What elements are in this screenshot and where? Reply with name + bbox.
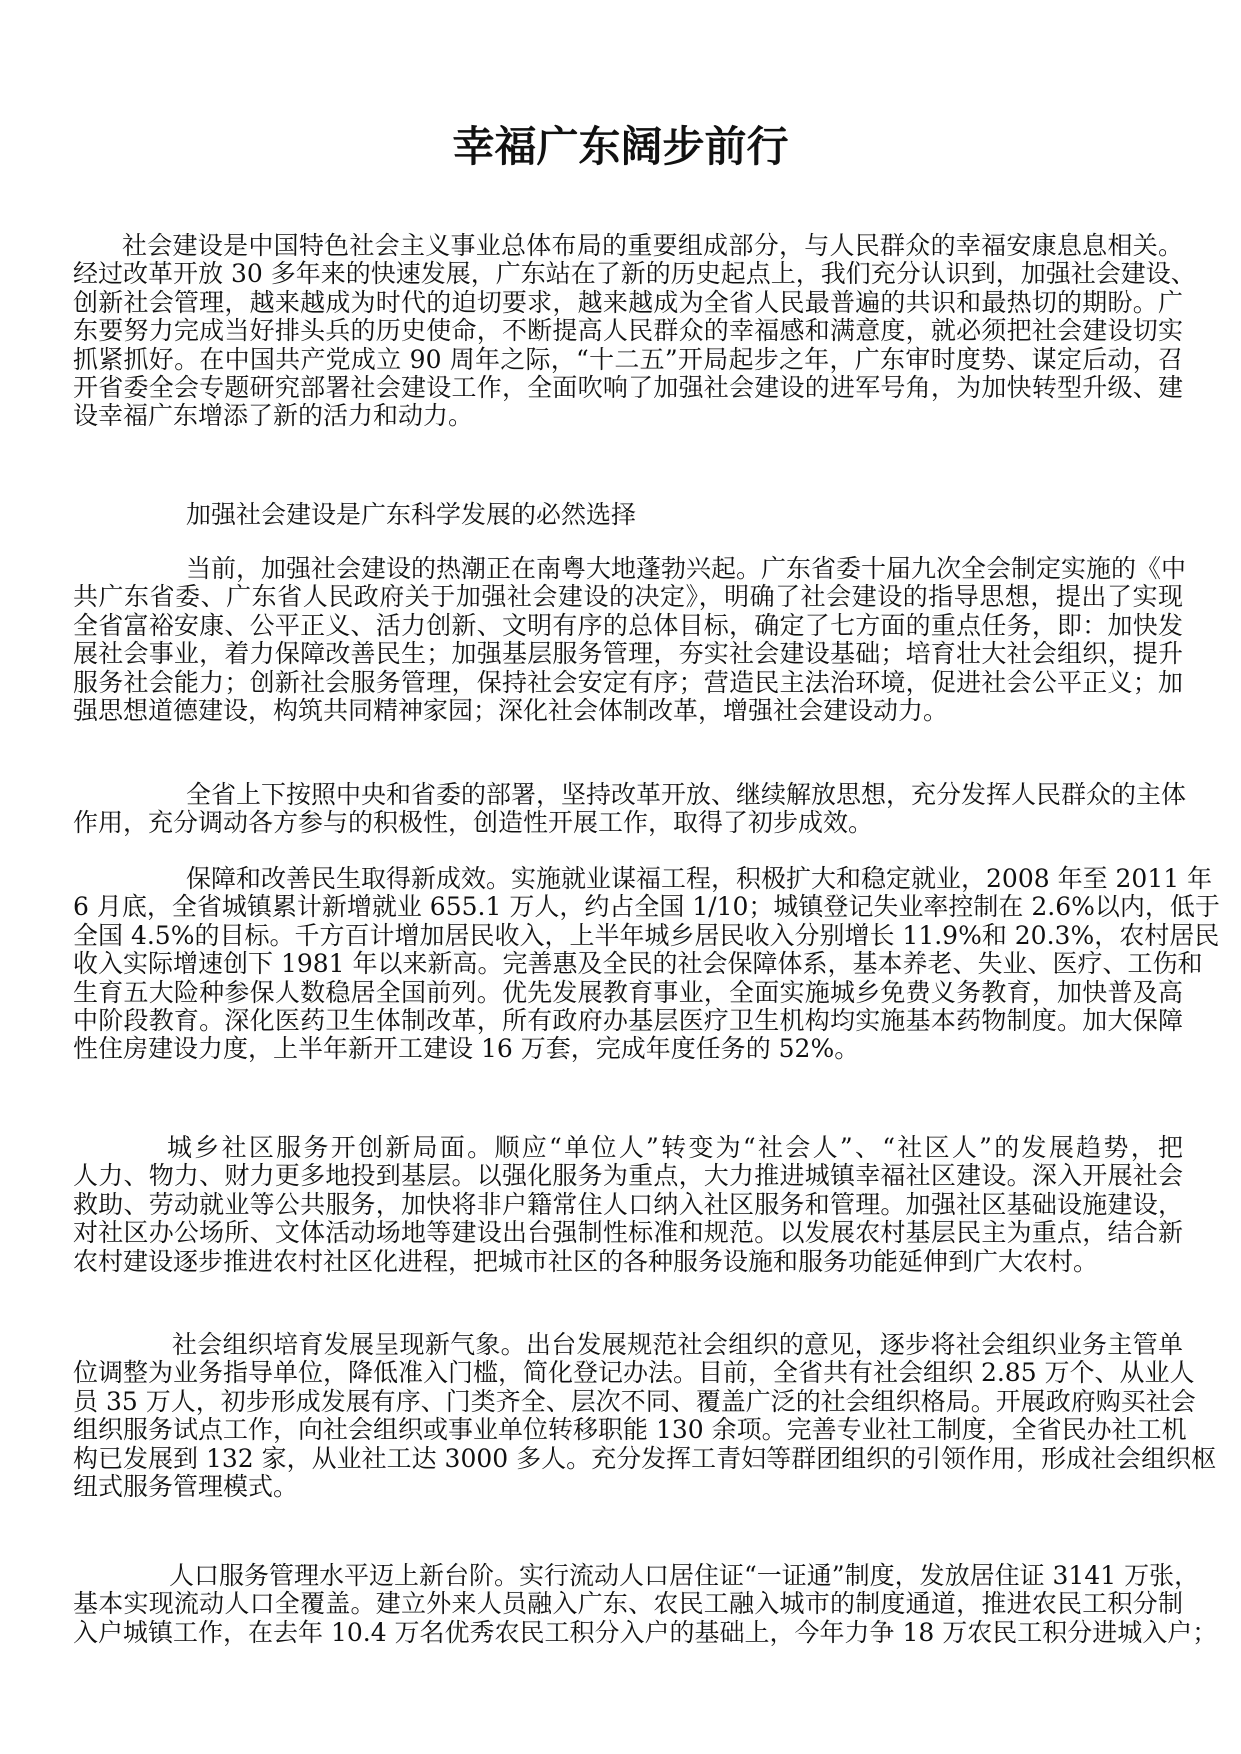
- paragraph-livelihood: [73, 864, 1220, 1064]
- paragraph-community: [73, 1134, 1183, 1276]
- text-line: 性住房建设力度，上半年新开工建设 16 万套，完成年度任务的 52%。: [73, 1034, 860, 1064]
- text-line: 东要努力完成当好排头兵的历史使命，不断提高人民群众的幸福感和满意度，就必须把社会建设切实: [73, 316, 1183, 346]
- text-line: 社会组织培育发展呈现新气象。出台发展规范社会组织的意见，逐步将社会组织业务主管单: [172, 1330, 1183, 1359]
- text-line: 全省上下按照中央和省委的部署，坚持改革开放、继续解放思想，充分发挥人民群众的主体: [186, 780, 1187, 809]
- text-line: 设幸福广东增添了新的活力和动力。: [73, 401, 474, 431]
- text-line: 入户城镇工作，在去年 10.4 万名优秀农民工积分入户的基础上，今年力争 18 万农民工积分进城入户；: [73, 1617, 1218, 1647]
- text-line: 共广东省委、广东省人民政府关于加强社会建设的决定》，明确了社会建设的指导思想，提出了实现: [73, 582, 1183, 612]
- text-line: 生育五大险种参保人数稳居全国前列。优先发展教育事业，全面实施城乡免费义务教育，加快普及高: [73, 977, 1183, 1007]
- text-line: 经过改革开放 30 多年来的快速发展，广东站在了新的历史起点上，我们充分认识到，加强社会建设、: [73, 259, 1196, 289]
- text-line: 全省富裕安康、公平正义、活力创新、文明有序的总体目标，确定了七方面的重点任务，即：加快发: [73, 610, 1183, 640]
- paragraph-population: [73, 1561, 1218, 1647]
- text-line: 中阶段教育。深化医药卫生体制改革，所有政府办基层医疗卫生机构均实施基本药物制度。加大保障: [73, 1006, 1183, 1036]
- text-line: 农村建设逐步推进农村社区化进程，把城市社区的各种服务设施和服务功能延伸到广大农村。: [73, 1246, 1099, 1276]
- text-line: 加强社会建设是广东科学发展的必然选择: [186, 500, 637, 529]
- section-heading: [73, 501, 1183, 529]
- text-line: 作用，充分调动各方参与的积极性，创造性开展工作，取得了初步成效。: [73, 808, 874, 838]
- document-title: 幸福广东阔步前行: [452, 122, 789, 171]
- text-line: 位调整为业务指导单位，降低准入门槛，简化登记办法。目前，全省共有社会组织 2.85 万个、从业人: [73, 1358, 1195, 1388]
- text-line: 开省委全会专题研究部署社会建设工作，全面吹响了加强社会建设的进军号角，为加快转型升级、建: [73, 373, 1183, 403]
- text-line: 收入实际增速创下 1981 年以来新高。完善惠及全民的社会保障体系，基本养老、失业、医疗、工伤和: [73, 949, 1203, 979]
- text-line: 展社会事业，着力保障改善民生；加强基层服务管理，夯实社会建设基础；培育壮大社会组织，提升: [73, 639, 1183, 669]
- text-line: 组织服务试点工作，向社会组织或事业单位转移职能 130 余项。完善专业社工制度，全省民办社工机: [73, 1415, 1187, 1445]
- paragraph-intro: [73, 231, 1196, 431]
- text-line: 城乡社区服务开创新局面。顺应“单位人”转变为“社会人”、“社区人”的发展趋势，把: [167, 1133, 1183, 1162]
- paragraph-decision: [73, 554, 1187, 726]
- text-line: 基本实现流动人口全覆盖。建立外来人员融入广东、农民工融入城市的制度通道，推进农民工积分制: [73, 1589, 1183, 1619]
- paragraph-organizations: [73, 1330, 1217, 1502]
- text-line: 人力、物力、财力更多地投到基层。以强化服务为重点，大力推进城镇幸福社区建设。深入开展社会: [73, 1161, 1183, 1191]
- text-line: 保障和改善民生取得新成效。实施就业谋福工程，积极扩大和稳定就业，2008 年至 2011 年: [186, 864, 1213, 893]
- text-line: 员 35 万人，初步形成发展有序、门类齐全、层次不同、覆盖广泛的社会组织格局。开展政府购买社会: [73, 1386, 1196, 1416]
- text-line: 救助、劳动就业等公共服务，加快将非户籍常住人口纳入社区服务和管理。加强社区基础设施建设，: [73, 1189, 1183, 1219]
- text-line: 构已发展到 132 家，从业社工达 3000 多人。充分发挥工青妇等群团组织的引领作用，形成社会组织枢: [73, 1443, 1217, 1473]
- text-line: 强思想道德建设，构筑共同精神家园；深化社会体制改革，增强社会建设动力。: [73, 696, 949, 726]
- paragraph-progress: [73, 780, 1187, 838]
- text-line: 纽式服务管理模式。: [73, 1472, 299, 1502]
- text-line: 对社区办公场所、文体活动场地等建设出台强制性标准和规范。以发展农村基层民主为重点，结合新: [73, 1218, 1183, 1248]
- text-line: 人口服务管理水平迈上新台阶。实行流动人口居住证“一证通”制度，发放居住证 3141 万张，: [169, 1561, 1200, 1590]
- text-line: 创新社会管理，越来越成为时代的迫切要求，越来越成为全省人民最普遍的共识和最热切的期盼。广: [73, 287, 1183, 317]
- text-line: 社会建设是中国特色社会主义事业总体布局的重要组成部分，与人民群众的幸福安康息息相关。: [122, 231, 1183, 260]
- text-line: 6 月底，全省城镇累计新增就业 655.1 万人，约占全国 1/10；城镇登记失业率控制在 2.6%以内，低于: [73, 892, 1220, 922]
- text-line: 服务社会能力；创新社会服务管理，保持社会安定有序；营造民主法治环境，促进社会公平正义；加: [73, 667, 1183, 697]
- text-line: 抓紧抓好。在中国共产党成立 90 周年之际，“十二五”开局起步之年，广东审时度势、谋定后动，召: [73, 344, 1183, 374]
- text-line: 当前，加强社会建设的热潮正在南粤大地蓬勃兴起。广东省委十届九次全会制定实施的《中: [186, 554, 1187, 583]
- text-line: 全国 4.5%的目标。千方百计增加居民收入，上半年城乡居民收入分别增长 11.9%和 20.3%，农村居民: [73, 920, 1220, 950]
